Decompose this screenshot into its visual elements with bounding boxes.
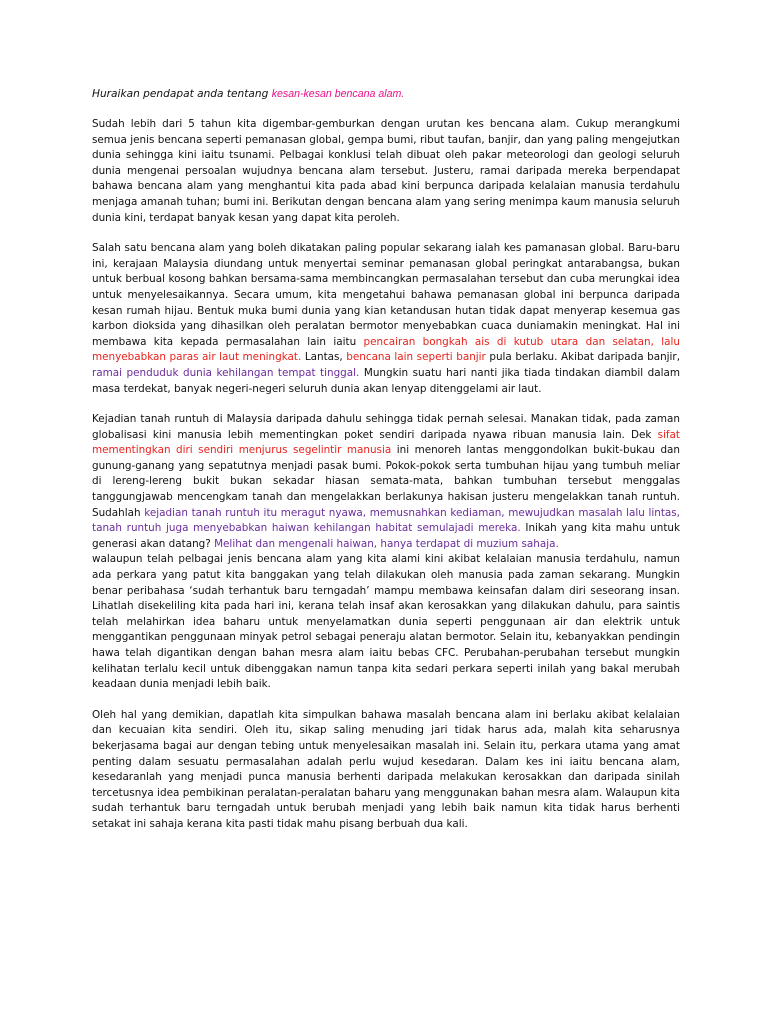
question-prefix: Huraikan pendapat anda tentang [92,88,272,100]
essay-paragraph [92,552,680,692]
highlight-purple: Melihat dan mengenali haiwan, hanya terdapat di muzium sahaja. [214,537,559,550]
highlight-red: pencairan bongkah ais di kutub utara dan selatan, lalu menyebabkan paras air laut meningkat. [92,335,680,364]
essay-paragraph [92,412,680,552]
paragraph-text: walaupun telah pelbagai jenis bencana alam yang kita alami kini akibat kelalaian manusia terdahulu, namun ada perkara yang patut kita banggakan yang telah dilakukan oleh manusia pada zaman sekarang. Mungkin benar peribahasa ‘sudah terhantuk baru terngadah’ mampu membawa keinsafan dalam diri seseorang insan. Lihatlah disekeliling kita pada hari ini, kerana telah insaf akan kerosakkan yang dilakukan dahulu, para saintis telah melahirkan idea baharu untuk menyelamatkan dunia seperti penggunaan air dan elektrik untuk menggantikan penggunaan minyak petrol sebagai peneraju alatan bermotor. Selain itu, kebanyakkan pendingin hawa telah digantikan dengan bahan mesra alam iaitu bebas CFC. Perubahan-perubahan tersebut mungkin kelihatan terlalu kecil untuk dibenggakan namun tanpa kita sedari perkara seperti inilah yang bakal merubah keadaan dunia menjadi lebih baik. [92,553,680,691]
essay-body [92,117,680,833]
paragraph-spacer [92,226,680,241]
paragraph-spacer [92,397,680,412]
paragraph-text: Salah satu bencana alam yang boleh dikatakan paling popular sekarang ialah kes pamanasan global. Baru-baru ini, kerajaan Malaysia diundang untuk menyertai seminar pemanasan global peringkat antarabangsa, bukan untuk berbual kosong bahkan bersama-sama membincangkan permasalahan tersebut dan cuba merungkai idea untuk menyelesaikannya. Secara umum, kita mengetahui bahawa pemanasan global ini berpunca daripada kesan rumah hijau. Bentuk muka bumi dunia yang kian ketandusan hutan tidak dapat menyerap kesemua gas karbon dioksida yang dihasilkan oleh peralatan bermotor menyebabkan cuaca duniamakin meningkat. Hal ini membawa kita kepada permasalahan lain iaitu [92,242,680,348]
highlight-purple: ramai penduduk dunia kehilangan tempat tinggal. [92,366,360,379]
highlight-red: bencana lain seperti banjir [346,351,486,364]
paragraph-text: Lantas, [301,351,347,364]
essay-paragraph [92,241,680,397]
paragraph-text: Kejadian tanah runtuh di Malaysia daripada dahulu sehingga tidak pernah selesai. Manakan tidak, pada zaman globalisasi kini manusia lebih mementingkan poket sendiri daripada nyawa ribuan manusia lain. Dek [92,413,680,441]
paragraph-spacer [92,693,680,708]
paragraph-text: Inikah yang kita mahu untuk generasi akan datang? [92,522,680,550]
question-highlight: kesan-kesan bencana alam. [271,88,405,100]
paragraph-text: Sudah lebih dari 5 tahun kita digembar-gemburkan dengan urutan kes bencana alam. Cukup merangkumi semua jenis bencana seperti pemanasan global, gempa bumi, ribut taufan, banjir, dan yang paling mengejutkan dunia sehingga kini iaitu tsunami. Pelbagai konklusi telah dibuat oleh pakar meteorologi dan geologi seluruh dunia mengenai persoalan wujudnya bencana alam tersebut. Justeru, ramai daripada mereka berpendapat bahawa bencana alam yang menghantui kita pada abad kini berpunca daripada kelalaian manusia terdahulu menjaga amanah tuhan; bumi ini. Berikutan dengan bencana alam yang sering menimpa kaum manusia seluruh dunia kini, terdapat banyak kesan yang dapat kita peroleh. [92,118,680,224]
paragraph-text: Oleh hal yang demikian, dapatlah kita simpulkan bahawa masalah bencana alam ini berlaku akibat kelalaian dan kecuaian kita sendiri. Oleh itu, sikap saling menuding jari tidak harus ada, malah kita seharusnya bekerjasama bagai aur dengan tebing untuk menyelesaikan masalah ini. Selain itu, perkara utama yang amat penting dalam sesuatu permasalahan adalah perlu wujud kesedaran. Dalam kes ini iaitu bencana alam, kesedaranlah yang menjadi punca manusia berhenti daripada melakukan kerosakkan dan daripada sinilah tercetusnya idea pembikinan peralatan-peralatan baharu yang menggunakan bahan mesra alam. Walaupun kita sudah terhantuk baru terngadah untuk berubah menjadi yang lebih baik namun kita tidak harus berhenti setakat ini sahaja kerana kita pasti tidak mahu pisang berbuah dua kali. [92,708,680,830]
essay-question [92,87,680,102]
paragraph-text: ini menoreh lantas menggondolkan bukit-bukau dan gunung-ganang yang sepatutnya menjadi pasak bumi. Pokok-pokok serta tumbuhan hijau yang tumbuh meliar di lereng-lereng bukit bukan sekadar hiasan semata-mata, bahkan tumbuhan tersebut menggalas tanggungjawab mencengkam tanah dan mengelakkan berlakunya hakisan justeru mengelakkan tanah runtuh. Sudahlah [92,444,680,519]
paragraph-text: Mungkin suatu hari nanti jika tiada tindakan diambil dalam masa terdekat, banyak negeri-negeri seluruh dunia akan lenyap ditenggelami air laut. [92,366,680,395]
highlight-red: sifat mementingkan diri sendiri menjurus segelintir manusia [92,428,680,457]
essay-paragraph [92,708,680,833]
highlight-purple: kejadian tanah runtuh itu meragut nyawa, memusnahkan kediaman, mewujudkan masalah lalu lintas, tanah runtuh juga menyebabkan haiwan kehilangan habitat semulajadi mereka. [92,506,680,535]
essay-paragraph [92,117,680,226]
paragraph-text: pula berlaku. Akibat daripada banjir, [485,351,680,364]
